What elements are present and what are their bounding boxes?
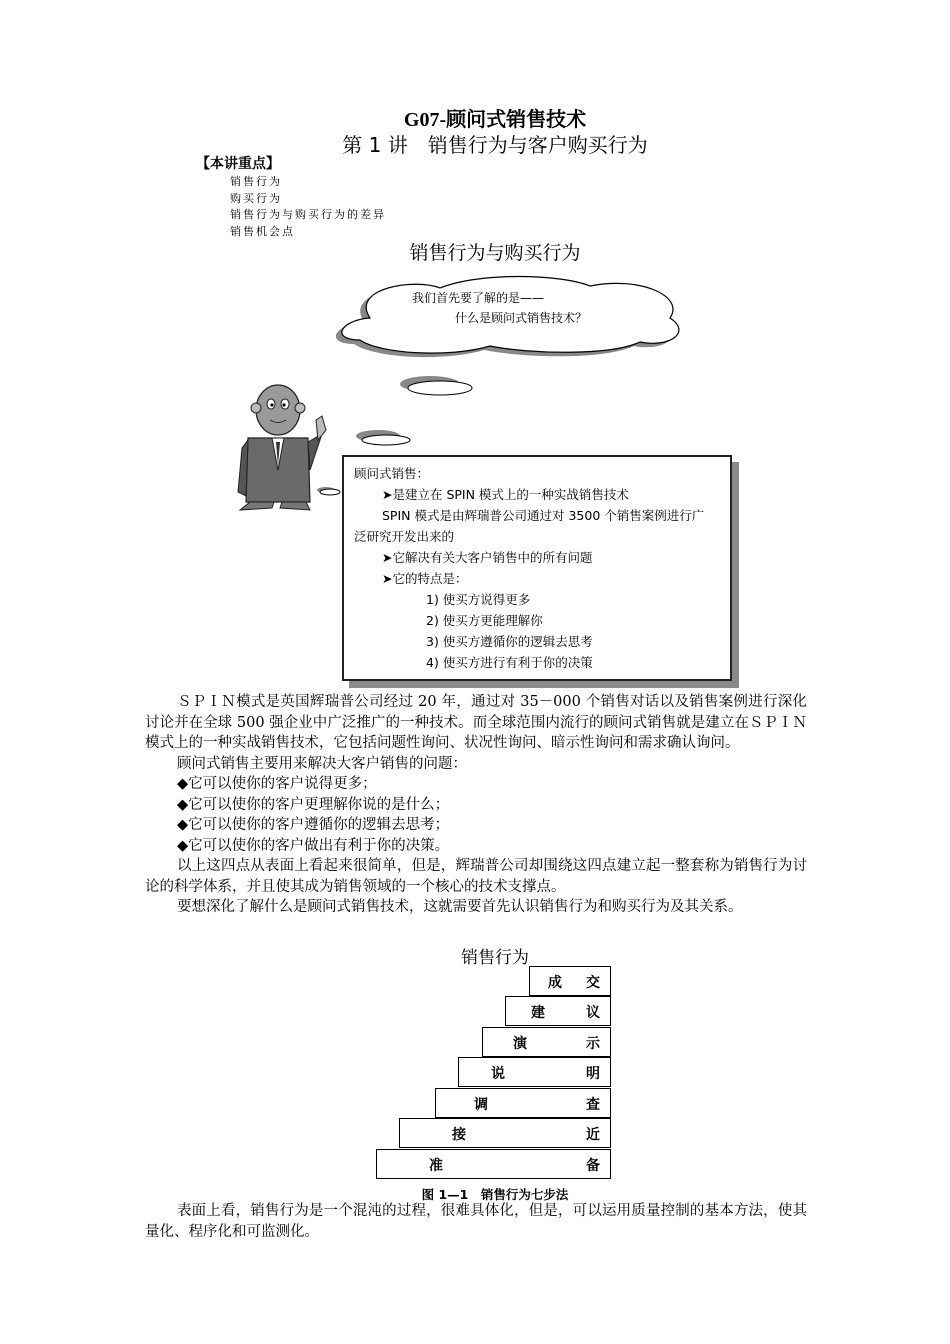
figure-title: 销售行为与购买行为: [409, 242, 581, 264]
box-line: ➤它解决有关大客户销售中的所有问题: [382, 550, 593, 565]
box-line: ➤是建立在 SPIN 模式上的一种实战销售技术: [382, 487, 629, 502]
key-point-item: 销售机会点: [230, 224, 295, 238]
body-text-block: [145, 692, 807, 918]
bullet-item: ◆它可以使你的客户更理解你说的是什么；: [177, 796, 450, 813]
box-line: SPIN 模式是由辉瑞普公司通过对 3500 个销售案例进行广: [382, 508, 705, 523]
figure-caption: 图 1—1 销售行为七步法: [421, 1187, 569, 1202]
box-feature-item: 2) 使买方更能理解你: [426, 613, 543, 628]
cloud-line-2: 什么是顾问式销售技术？: [455, 311, 588, 325]
document-title: G07-顾问式销售技术: [403, 109, 587, 131]
key-point-item: 购买行为: [230, 191, 282, 205]
step-explain: 说 明: [458, 1057, 611, 1087]
step-propose: 建 议: [505, 996, 611, 1026]
key-points-list: [230, 174, 386, 240]
key-point-item: 销售行为与购买行为的差异: [230, 208, 386, 221]
paragraph: 表面上看，销售行为是一个混沌的过程，很难具体化，但是，可以运用质量控制的基本方法，使其量化、程序化和可监测化。: [145, 1203, 807, 1240]
paragraph: ＳＰＩＮ模式是英国辉瑞普公司经过 20 年，通过对 35－000 个销售对话以及销售案例进行深化讨论并在全球 500 强企业中广泛推广的一种技术。而全球范围内流行的顾问式销售就是建立在ＳＰＩＮ模式上的一种实战销售技术，它包括问题性询问、状况性询问、暗示性询问和需求确认询问。: [145, 694, 807, 751]
key-point-item: 销售行为: [230, 175, 282, 188]
key-points-heading: 【本讲重点】: [196, 156, 280, 172]
spin-info-box: [342, 455, 732, 681]
bullet-item: ◆它可以使你的客户做出有利于你的决策。: [177, 837, 450, 854]
box-feature-item: 1) 使买方说得更多: [426, 592, 531, 607]
businessman-icon: [238, 385, 326, 510]
step-approach: 接 近: [399, 1118, 611, 1148]
step-demonstrate: 演 示: [482, 1027, 611, 1057]
box-heading: 顾问式销售：: [354, 466, 430, 481]
box-feature-item: 4) 使买方进行有利于你的决策: [426, 655, 593, 670]
step-close: 成 交: [529, 966, 611, 996]
bullet-item: ◆它可以使你的客户说得更多；: [177, 776, 377, 792]
step-investigate: 调 查: [435, 1088, 611, 1118]
step-prepare: 准 备: [376, 1149, 611, 1179]
lecture-title: 第 1 讲 销售行为与客户购买行为: [342, 133, 648, 157]
box-line: ➤它的特点是：: [382, 571, 468, 586]
bullet-item: ◆它可以使你的客户遵循你的逻辑去思考；: [177, 817, 450, 833]
stairs-title: 销售行为: [461, 948, 529, 968]
paragraph: 以上这四点从表面上看起来很简单，但是，辉瑞普公司却围绕这四点建立起一整套称为销售行为讨论的科学体系，并且使其成为销售领域的一个核心的技术支撑点。: [145, 858, 807, 895]
body-text-block-2: [145, 1201, 807, 1242]
box-line: 泛研究开发出来的: [354, 529, 455, 544]
cloud-line-1: 我们首先要了解的是——: [412, 291, 545, 305]
box-feature-item: 3) 使买方遵循你的逻辑去思考: [426, 634, 593, 649]
paragraph: 顾问式销售主要用来解决大客户销售的问题：: [177, 755, 467, 772]
paragraph: 要想深化了解什么是顾问式销售技术，这就需要首先认识销售行为和购买行为及其关系。: [177, 899, 743, 915]
